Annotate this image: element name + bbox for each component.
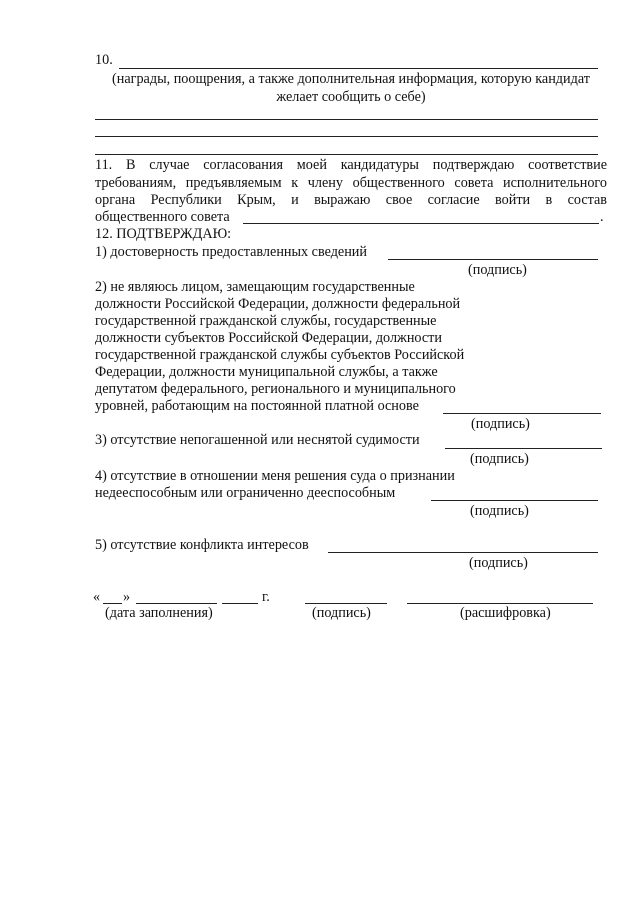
point5-signature-label: (подпись): [469, 555, 528, 571]
footer-signature-line[interactable]: [305, 603, 387, 604]
item10-hint-line1: (награды, поощрения, а также дополнительная информация, которую кандидат: [112, 71, 590, 87]
council-name-line[interactable]: [243, 223, 599, 224]
item10-extra-line-1[interactable]: [95, 119, 598, 120]
point4-signature-line[interactable]: [431, 500, 598, 501]
point2-line6: Федерации, должности муниципальной службы, а также: [95, 364, 438, 380]
point2-line2: должности Российской Федерации, должности федеральной: [95, 296, 461, 312]
point1-text: 1) достоверность предоставленных сведений: [95, 244, 367, 260]
point2-line8: уровней, работающим на постоянной платной основе: [95, 398, 419, 414]
item10-extra-line-2[interactable]: [95, 136, 598, 137]
date-label: (дата заполнения): [105, 605, 213, 621]
point4-signature-label: (подпись): [470, 503, 529, 519]
item11-line1: 11. В случае согласования моей кандидатуры подтверждаю соответствие: [95, 158, 607, 173]
point2-signature-label: (подпись): [471, 416, 530, 432]
footer-decoding-line[interactable]: [407, 603, 593, 604]
date-year-suffix: г.: [262, 589, 270, 605]
date-quote-close: »: [123, 589, 131, 605]
point2-line3: государственной гражданской службы, государственные: [95, 313, 437, 329]
item11-line4: общественного совета: [95, 209, 230, 225]
item11-line2: требованиям, предъявляемым к члену общественного совета исполнительного: [95, 176, 607, 191]
date-month-line[interactable]: [136, 603, 217, 604]
point2-line1: 2) не являюсь лицом, замещающим государственные: [95, 279, 415, 295]
point4-line1: 4) отсутствие в отношении меня решения суда о признании: [95, 468, 455, 484]
point1-signature-label: (подпись): [468, 262, 527, 278]
point2-line7: депутатом федерального, регионального и муниципального: [95, 381, 456, 397]
item12-heading: 12. ПОДТВЕРЖДАЮ:: [95, 226, 232, 242]
point3-signature-label: (подпись): [470, 451, 529, 467]
point4-line2: недееспособным или ограниченно дееспособным: [95, 485, 396, 501]
point2-line4: должности субъектов Российской Федерации, должности: [95, 330, 442, 346]
date-day-line[interactable]: [103, 603, 122, 604]
date-year-line[interactable]: [222, 603, 258, 604]
date-quote-open: «: [93, 589, 101, 605]
point2-line5: государственной гражданской службы субъектов Российской: [95, 347, 465, 363]
point5-text: 5) отсутствие конфликта интересов: [95, 537, 309, 553]
footer-decoding-label: (расшифровка): [460, 605, 551, 621]
item10-extra-line-3[interactable]: [95, 154, 598, 155]
point5-signature-line[interactable]: [328, 552, 598, 553]
point3-text: 3) отсутствие непогашенной или неснятой судимости: [95, 432, 420, 448]
item10-input-line[interactable]: [119, 68, 598, 69]
point2-signature-line[interactable]: [443, 413, 601, 414]
item11-line3: органа Республики Крым, и выражаю свое согласие войти в состав: [95, 193, 607, 208]
point1-signature-line[interactable]: [388, 259, 598, 260]
item11-end-mark: .: [600, 209, 604, 225]
footer-signature-label: (подпись): [312, 605, 371, 621]
item10-number: 10.: [95, 52, 113, 68]
item10-hint-line2: желает сообщить о себе): [276, 89, 426, 105]
point3-signature-line[interactable]: [445, 448, 602, 449]
